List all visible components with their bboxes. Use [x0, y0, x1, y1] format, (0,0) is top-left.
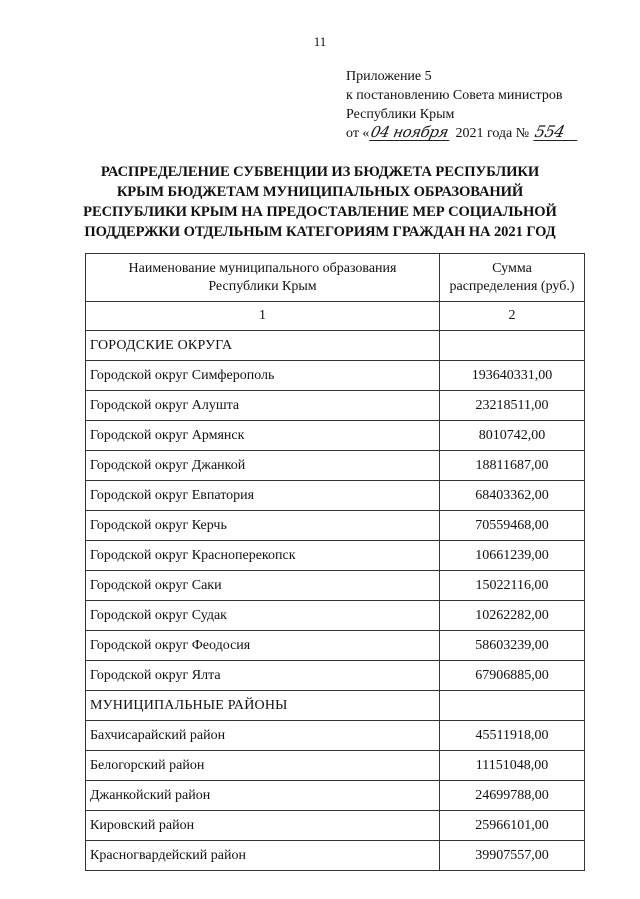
column-number: 1: [86, 302, 440, 331]
municipality-name-cell: Красногвардейский район: [86, 841, 440, 871]
title-line: ПОДДЕРЖКИ ОТДЕЛЬНЫМ КАТЕГОРИЯМ ГРАЖДАН НА 2021 ГОД: [84, 224, 556, 240]
table-row: [86, 361, 585, 391]
date-suffix: 2021 года №: [455, 126, 530, 141]
header-text: Республики Крым: [208, 278, 317, 294]
table-row: [86, 781, 585, 811]
table-row: [86, 331, 585, 361]
distribution-sum-cell: 8010742,00: [440, 421, 585, 451]
municipality-name-cell: Городской округ Алушта: [86, 391, 440, 421]
handwritten-number: 554: [533, 124, 581, 141]
municipality-name-cell: Городской округ Судак: [86, 601, 440, 631]
municipality-name-cell: Бахчисарайский район: [86, 721, 440, 751]
appendix-date-line: [346, 124, 626, 143]
header-text: распределения (руб.): [449, 278, 575, 294]
distribution-sum-cell: 25966101,00: [440, 811, 585, 841]
column-number-row: [86, 302, 585, 331]
municipality-name-cell: Городской округ Саки: [86, 571, 440, 601]
header-sum: [440, 254, 585, 302]
municipality-name-cell: Городской округ Феодосия: [86, 631, 440, 661]
distribution-table: [85, 253, 585, 871]
table-row: [86, 721, 585, 751]
municipality-name-cell: Городской округ Симферополь: [86, 361, 440, 391]
header-municipality: [86, 254, 440, 302]
table-row: [86, 511, 585, 541]
table-row: [86, 541, 585, 571]
table-row: [86, 841, 585, 871]
handwritten-date: 04 ноября: [370, 124, 454, 141]
municipality-name-cell: Кировский район: [86, 811, 440, 841]
table-row: [86, 451, 585, 481]
distribution-sum-cell: 67906885,00: [440, 661, 585, 691]
section-heading-cell: МУНИЦИПАЛЬНЫЕ РАЙОНЫ: [86, 691, 440, 721]
distribution-sum-cell: 193640331,00: [440, 361, 585, 391]
municipality-name-cell: Городской округ Керчь: [86, 511, 440, 541]
table-row: [86, 391, 585, 421]
distribution-sum-cell: [440, 331, 585, 361]
table-row: [86, 811, 585, 841]
table-row: [86, 571, 585, 601]
distribution-sum-cell: 70559468,00: [440, 511, 585, 541]
municipality-name-cell: Городской округ Евпатория: [86, 481, 440, 511]
distribution-sum-cell: 24699788,00: [440, 781, 585, 811]
date-prefix: от «: [346, 126, 370, 141]
title-line: РАСПРЕДЕЛЕНИЕ СУБВЕНЦИИ ИЗ БЮДЖЕТА РЕСПУБЛИКИ: [100, 164, 540, 180]
table-row: [86, 751, 585, 781]
table-row: [86, 661, 585, 691]
municipality-name-cell: Джанкойский район: [86, 781, 440, 811]
appendix-republic-line: Республики Крым: [346, 107, 455, 122]
section-heading-cell: ГОРОДСКИЕ ОКРУГА: [86, 331, 440, 361]
table-row: [86, 601, 585, 631]
table-row: [86, 421, 585, 451]
title-line: РЕСПУБЛИКИ КРЫМ НА ПРЕДОСТАВЛЕНИЕ МЕР СОЦИАЛЬНОЙ: [83, 204, 557, 220]
distribution-sum-cell: 15022116,00: [440, 571, 585, 601]
municipality-name-cell: Белогорский район: [86, 751, 440, 781]
distribution-sum-cell: 18811687,00: [440, 451, 585, 481]
appendix-decree-line: к постановлению Совета министров: [346, 88, 563, 103]
table-header-row: [86, 254, 585, 302]
distribution-sum-cell: 10262282,00: [440, 601, 585, 631]
municipality-name-cell: Городской округ Армянск: [86, 421, 440, 451]
header-text: Сумма: [492, 260, 532, 276]
distribution-sum-cell: 11151048,00: [440, 751, 585, 781]
distribution-sum-cell: 10661239,00: [440, 541, 585, 571]
table-row: [86, 691, 585, 721]
page-number: 11: [313, 34, 327, 49]
distribution-sum-cell: 45511918,00: [440, 721, 585, 751]
distribution-sum-cell: 23218511,00: [440, 391, 585, 421]
document-title: [0, 162, 640, 242]
title-line: КРЫМ БЮДЖЕТАМ МУНИЦИПАЛЬНЫХ ОБРАЗОВАНИЙ: [116, 184, 524, 200]
table-row: [86, 481, 585, 511]
municipality-name-cell: Городской округ Ялта: [86, 661, 440, 691]
header-text: Наименование муниципального образования: [128, 260, 397, 276]
municipality-name-cell: Городской округ Красноперекопск: [86, 541, 440, 571]
appendix-title: Приложение 5: [346, 69, 432, 84]
table-row: [86, 631, 585, 661]
distribution-sum-cell: 39907557,00: [440, 841, 585, 871]
municipality-name-cell: Городской округ Джанкой: [86, 451, 440, 481]
appendix-block: [346, 67, 626, 143]
distribution-sum-cell: 58603239,00: [440, 631, 585, 661]
distribution-sum-cell: 68403362,00: [440, 481, 585, 511]
column-number: 2: [440, 302, 585, 331]
distribution-sum-cell: [440, 691, 585, 721]
